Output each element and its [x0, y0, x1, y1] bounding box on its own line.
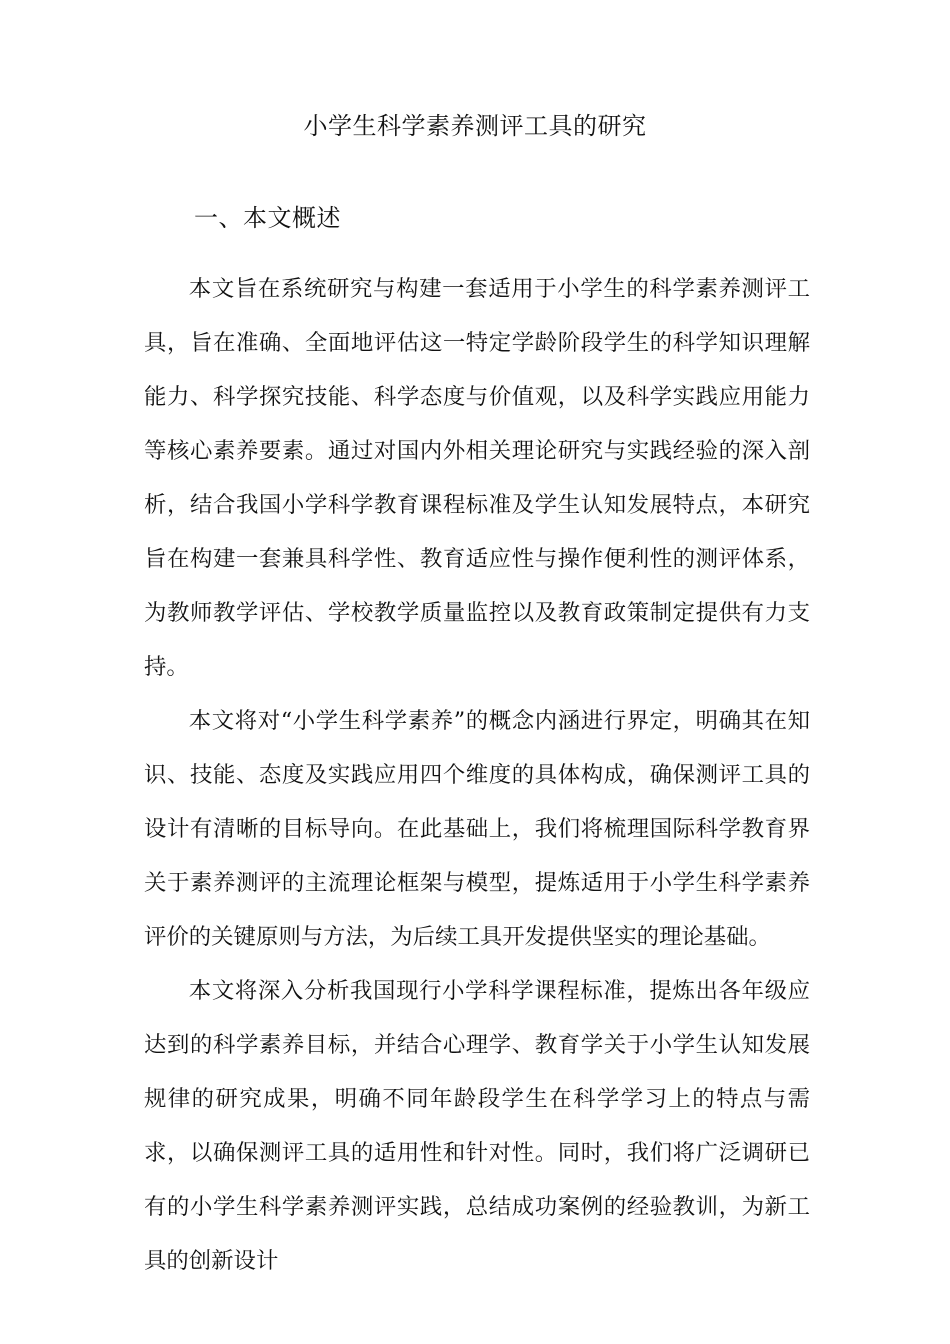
document-title: 小学生科学素养测评工具的研究 [303, 112, 647, 140]
body-text [144, 262, 810, 1288]
section-heading: 一、本文概述 [194, 204, 341, 232]
paragraph-1: 本文旨在系统研究与构建一套适用于小学生的科学素养测评工具，旨在准确、全面地评估这一特定学龄阶段学生的科学知识理解能力、科学探究技能、科学态度与价值观，以及科学实践应用能力等核心素养要素。通过对国内外相关理论研究与实践经验的深入剖析，结合我国小学科学教育课程标准及学生认知发展特点，本研究旨在构建一套兼具科学性、教育适应性与操作便利性的测评体系，为教师教学评估、学校教学质量监控以及教育政策制定提供有力支持。 [144, 276, 810, 680]
paragraph-2: 本文将对“小学生科学素养”的概念内涵进行界定，明确其在知识、技能、态度及实践应用四个维度的具体构成，确保测评工具的设计有清晰的目标导向。在此基础上，我们将梳理国际科学教育界关于素养测评的主流理论框架与模型，提炼适用于小学生科学素养评价的关键原则与方法，为后续工具开发提供坚实的理论基础。 [144, 708, 810, 950]
paragraph-3: 本文将深入分析我国现行小学科学课程标准，提炼出各年级应达到的科学素养目标，并结合心理学、教育学关于小学生认知发展规律的研究成果，明确不同年龄段学生在科学学习上的特点与需求，以确保测评工具的适用性和针对性。同时，我们将广泛调研已有的小学生科学素养测评实践，总结成功案例的经验教训，为新工具的创新设计 [144, 978, 810, 1274]
